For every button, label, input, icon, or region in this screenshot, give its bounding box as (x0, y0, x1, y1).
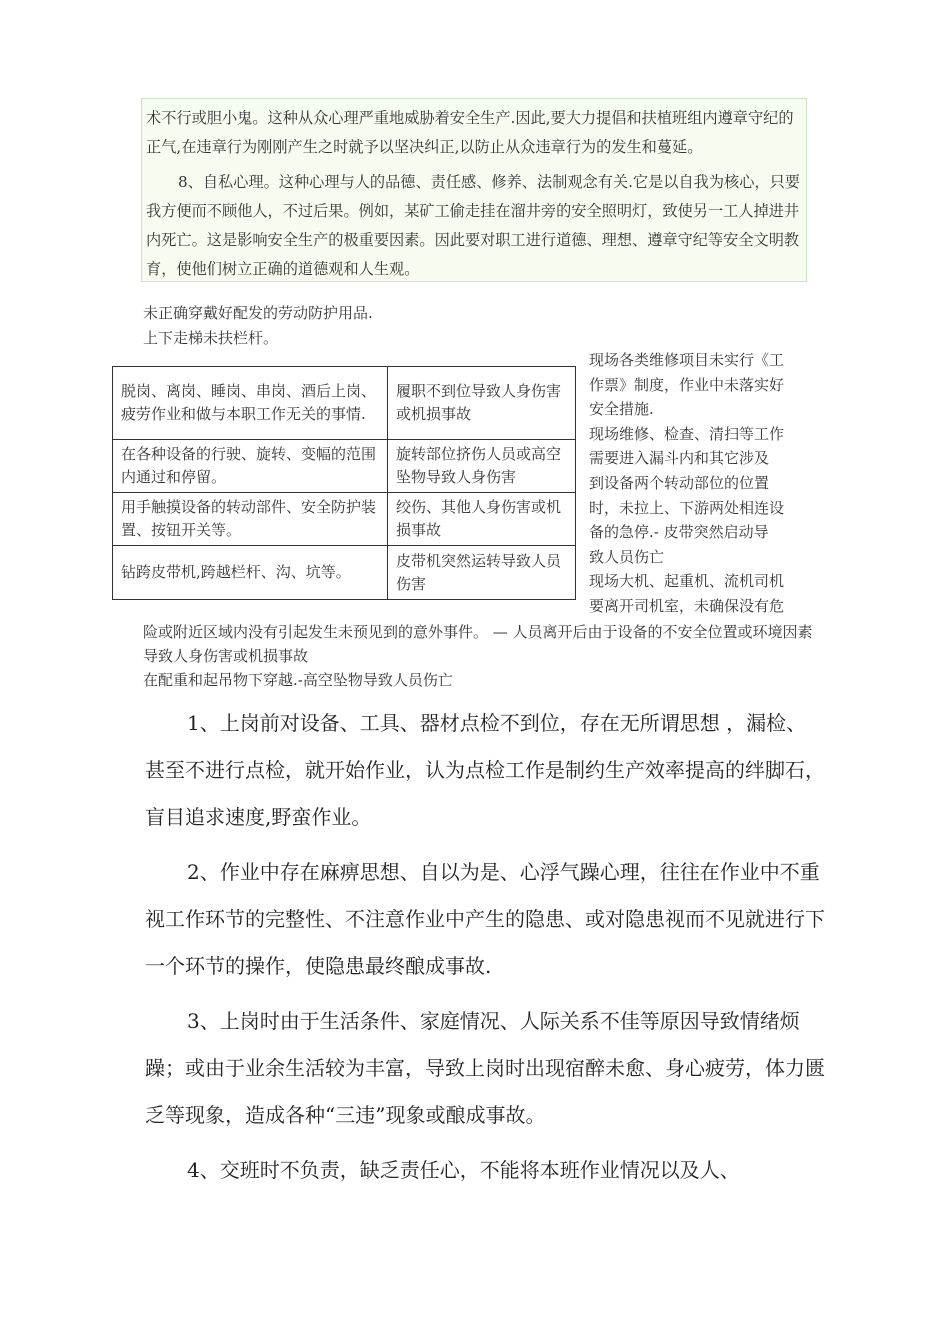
side-line: 安全措施. (589, 400, 654, 419)
side-line: 需要进入漏斗内和其它涉及 (589, 449, 770, 468)
boxed-paragraph-1: 术不行或胆小鬼。这种从众心理严重地威胁着安全生产.因此,要大力提倡和扶植班组内遵章守纪的正气,在违章行为刚刚产生之时就予以坚决纠正,以防止从众违章行为的发生和蔓延。 (146, 109, 794, 156)
side-line: 现场维修、检查、清扫等工作 (589, 424, 785, 443)
side-line: 到设备两个转动部位的位置 (589, 473, 770, 492)
harm-cell: 履职不到位导致人身伤害或机损事故 (388, 367, 576, 440)
body-paragraph-4: 4、交班时不负责，缺乏责任心，不能将本班作业情况以及人、 (187, 1158, 740, 1182)
behavior-cell: 用手触摸设备的转动部件、安全防护装置、按钮开关等。 (113, 493, 388, 546)
table-row (113, 440, 576, 493)
side-line: 备的急停.- 皮带突然启动导 (589, 523, 769, 542)
hazard-table (112, 366, 576, 600)
harm-cell: 旋转部位挤伤人员或高空坠物导致人身伤害 (388, 440, 576, 493)
highlighted-text-box (141, 98, 807, 282)
side-line: 要离开司机室，未确保没有危 (589, 596, 785, 615)
body-paragraph-3: 3、上岗时由于生活条件、家庭情况、人际关系不佳等原因导致情绪烦躁；或由于业余生活较为丰富，导致上岗时出现宿醉未愈、身心疲劳，体力匮乏等现象，造成各种“三违”现象或酿成事故。 (145, 1009, 825, 1127)
table-row (113, 367, 576, 440)
side-line: 现场各类维修项目未实行《工 (589, 351, 785, 369)
behavior-cell: 脱岗、离岗、睡岗、串岗、酒后上岗、疲劳作业和做与本职工作无关的事情. (113, 367, 388, 440)
body-paragraph-2: 2、作业中存在麻痹思想、自以为是、心浮气躁心理，往往在作业中不重视工作环节的完整性、不注意作业中产生的隐患、或对隐患视而不见就进行下一个环节的操作，使隐患最终酿成事故. (145, 860, 825, 978)
text-line-stairs: 上下走梯未扶栏杆。 (143, 329, 279, 347)
behavior-cell: 钻跨皮带机,跨越栏杆、沟、坑等。 (113, 546, 388, 600)
continuation-line: 险或附近区域内没有引起发生未预见到的意外事件。 — 人员离开后由于设备的不安全位置或环境因素导致人身伤害或机损事故 (143, 623, 813, 665)
continuation-text (143, 620, 813, 692)
text-line-ppe: 未正确穿戴好配发的劳动防护用品. (143, 304, 373, 322)
continuation-line-hoist: 在配重和起吊物下穿越.-高空坠物导致人员伤亡 (143, 671, 453, 689)
side-note (589, 348, 814, 619)
main-body (145, 700, 825, 1202)
side-line: 作票》制度，作业中未落实好 (589, 375, 785, 394)
harm-cell: 绞伤、其他人身伤害或机损事故 (388, 493, 576, 546)
table-row (113, 546, 576, 600)
boxed-paragraph-2: 8、自私心理。这种心理与人的品德、责任感、修养、法制观念有关.它是以自我为核心，只要我方便而不顾他人，不过后果。例如，某矿工偷走挂在溜井旁的安全照明灯，致使另一工人掉进井内死亡。这是影响安全生产的极重要因素。因此要对职工进行道德、理想、遵章守纪等安全文明教育，使他们树立正确的道德观和人生观。 (146, 173, 800, 278)
side-line: 现场大机、起重机、流机司机 (589, 572, 785, 591)
side-line: 时，未拉上、下游两处相连设 (589, 498, 785, 517)
harm-cell: 皮带机突然运转导致人员伤害 (388, 546, 576, 600)
table-row (113, 493, 576, 546)
side-line: 致人员伤亡 (589, 547, 665, 566)
body-paragraph-1: 1、上岗前对设备、工具、器材点检不到位，存在无所谓思想 ，漏检、甚至不进行点检，就开始作业，认为点检工作是制约生产效率提高的绊脚石，盲目追求速度,野蛮作业。 (145, 711, 825, 829)
behavior-cell: 在各种设备的行驶、旋转、变幅的范围内通过和停留。 (113, 440, 388, 493)
